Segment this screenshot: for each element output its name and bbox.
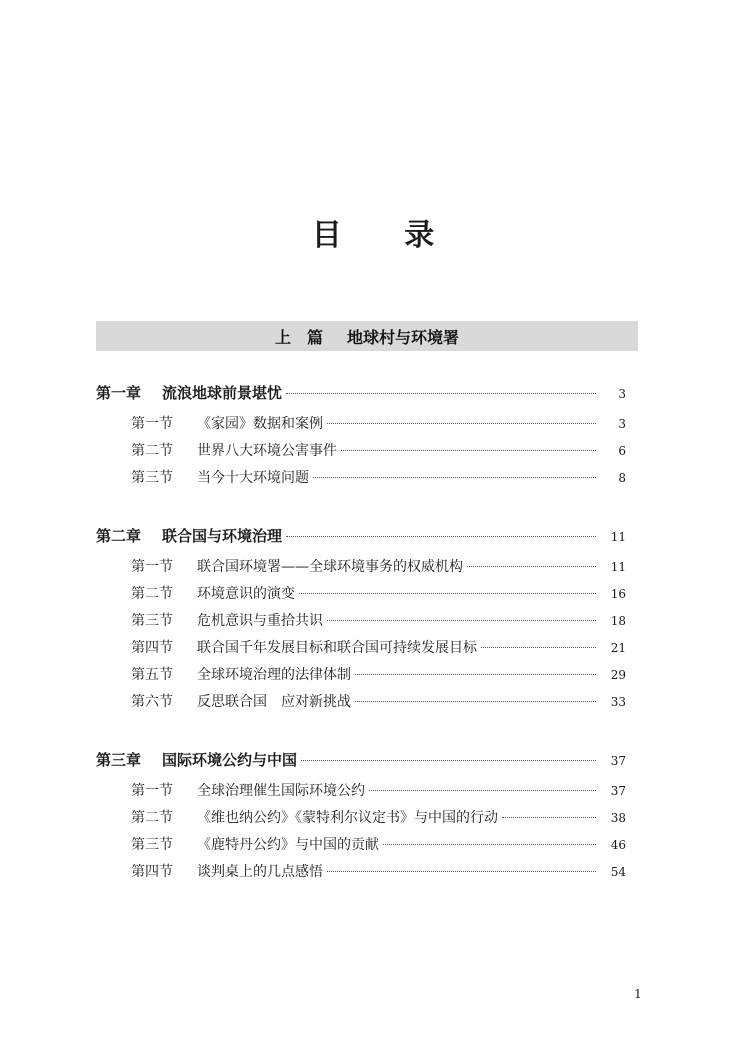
page-title: 目 录 bbox=[311, 218, 461, 253]
dot-leader bbox=[299, 593, 596, 594]
section-number: 第三节 bbox=[131, 470, 173, 486]
section-number: 第二节 bbox=[131, 586, 173, 602]
section-page: 54 bbox=[610, 865, 626, 879]
section-number: 第一节 bbox=[131, 783, 173, 799]
section-title: 全球治理催生国际环境公约 bbox=[197, 783, 365, 799]
section-page: 11 bbox=[610, 560, 626, 574]
section-title: 环境意识的演变 bbox=[197, 586, 295, 602]
dot-leader bbox=[286, 393, 596, 394]
chapter-number: 第三章 bbox=[96, 751, 142, 769]
toc-chapter-3[interactable] bbox=[96, 749, 626, 771]
page-number: 1 bbox=[634, 987, 642, 1001]
chapter-title: 联合国与环境治理 bbox=[162, 527, 283, 545]
dot-leader bbox=[341, 450, 596, 451]
dot-leader bbox=[301, 760, 596, 761]
section-title: 谈判桌上的几点感悟 bbox=[197, 864, 323, 880]
section-page: 8 bbox=[618, 471, 626, 485]
section-number: 第一节 bbox=[131, 416, 173, 432]
toc-section-2-1[interactable] bbox=[96, 556, 626, 578]
toc-section-2-6[interactable] bbox=[96, 691, 626, 713]
toc-section-2-3[interactable] bbox=[96, 610, 626, 632]
section-title: 联合国千年发展目标和联合国可持续发展目标 bbox=[197, 640, 477, 656]
section-page: 38 bbox=[610, 811, 626, 825]
section-number: 第一节 bbox=[131, 559, 173, 575]
dot-leader bbox=[355, 701, 596, 702]
section-number: 第四节 bbox=[131, 640, 173, 656]
section-page: 18 bbox=[610, 614, 626, 628]
chapter-number: 第二章 bbox=[96, 527, 142, 545]
dot-leader bbox=[383, 844, 596, 845]
section-title: 当今十大环境问题 bbox=[197, 470, 309, 486]
section-title: 《维也纳公约》《蒙特利尔议定书》与中国的行动 bbox=[197, 810, 498, 826]
section-page: 6 bbox=[618, 444, 626, 458]
toc-section-2-5[interactable] bbox=[96, 664, 626, 686]
chapter-title: 国际环境公约与中国 bbox=[162, 751, 298, 769]
section-title: 联合国环境署——全球环境事务的权威机构 bbox=[197, 559, 463, 575]
toc-section-2-4[interactable] bbox=[96, 637, 626, 659]
section-page: 37 bbox=[610, 784, 626, 798]
section-title: 世界八大环境公害事件 bbox=[197, 443, 337, 459]
dot-leader bbox=[286, 536, 596, 537]
dot-leader bbox=[369, 790, 596, 791]
chapter-number: 第一章 bbox=[96, 384, 142, 402]
toc-section-2-2[interactable] bbox=[96, 583, 626, 605]
dot-leader bbox=[467, 566, 596, 567]
chapter-page: 37 bbox=[610, 754, 626, 768]
section-page: 21 bbox=[610, 641, 626, 655]
section-title: 《家园》数据和案例 bbox=[197, 416, 323, 432]
section-number: 第四节 bbox=[131, 864, 173, 880]
dot-leader bbox=[481, 647, 596, 648]
toc-section-1-1[interactable] bbox=[96, 413, 626, 435]
toc-section-3-1[interactable] bbox=[96, 780, 626, 802]
part-title: 地球村与环境署 bbox=[347, 327, 460, 347]
section-page: 3 bbox=[618, 417, 626, 431]
section-title: 全球环境治理的法律体制 bbox=[197, 667, 351, 683]
section-number: 第三节 bbox=[131, 837, 173, 853]
chapter-page: 11 bbox=[610, 530, 626, 544]
toc-section-1-3[interactable] bbox=[96, 467, 626, 489]
section-page: 46 bbox=[610, 838, 626, 852]
dot-leader bbox=[327, 871, 596, 872]
dot-leader bbox=[502, 817, 596, 818]
section-page: 16 bbox=[610, 587, 626, 601]
part-label: 上 篇 bbox=[274, 327, 323, 347]
section-number: 第六节 bbox=[131, 694, 173, 710]
dot-leader bbox=[355, 674, 596, 675]
dot-leader bbox=[313, 477, 596, 478]
section-title: 危机意识与重拾共识 bbox=[197, 613, 323, 629]
section-number: 第五节 bbox=[131, 667, 173, 683]
toc-chapter-2[interactable] bbox=[96, 525, 626, 547]
chapter-page: 3 bbox=[618, 387, 626, 401]
section-number: 第二节 bbox=[131, 443, 173, 459]
section-page: 29 bbox=[610, 668, 626, 682]
dot-leader bbox=[327, 423, 596, 424]
part-banner bbox=[96, 321, 638, 351]
toc-section-1-2[interactable] bbox=[96, 440, 626, 462]
chapter-title: 流浪地球前景堪忧 bbox=[162, 384, 283, 402]
dot-leader bbox=[327, 620, 596, 621]
section-page: 33 bbox=[610, 695, 626, 709]
toc-section-3-3[interactable] bbox=[96, 834, 626, 856]
toc-section-3-4[interactable] bbox=[96, 861, 626, 883]
toc-chapter-1[interactable] bbox=[96, 382, 626, 404]
section-title: 反思联合国 应对新挑战 bbox=[197, 694, 351, 710]
section-number: 第三节 bbox=[131, 613, 173, 629]
section-number: 第二节 bbox=[131, 810, 173, 826]
toc-section-3-2[interactable] bbox=[96, 807, 626, 829]
section-title: 《鹿特丹公约》与中国的贡献 bbox=[197, 837, 379, 853]
